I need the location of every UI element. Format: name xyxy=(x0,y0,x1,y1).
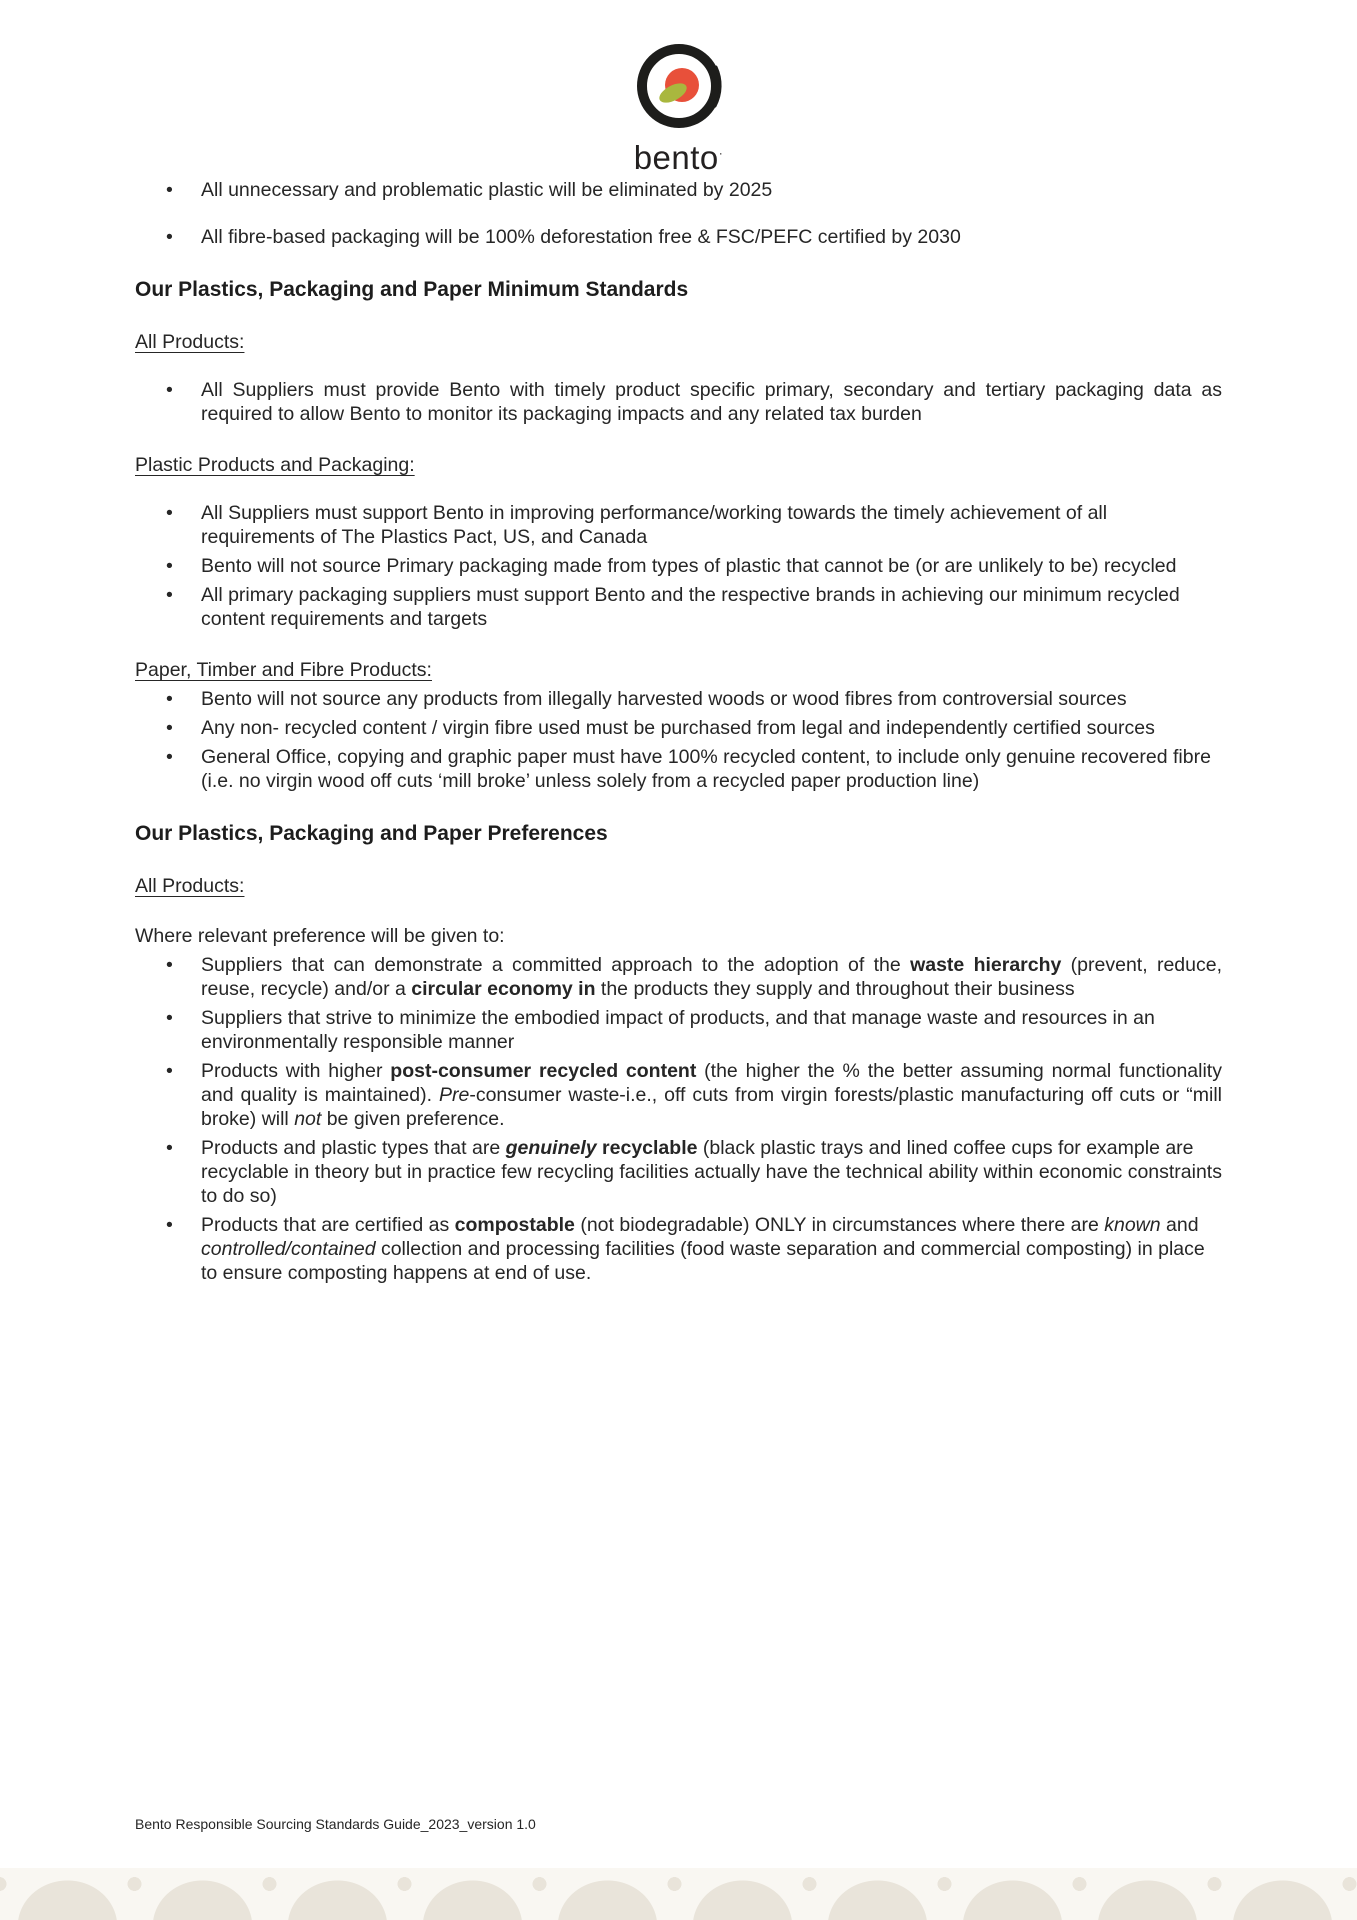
text-segment: Products and plastic types that are xyxy=(201,1137,506,1159)
section-heading: Our Plastics, Packaging and Paper Minimum Standards xyxy=(135,278,689,301)
bullet-list xyxy=(135,378,1222,426)
text-segment: waste hierarchy xyxy=(910,954,1062,976)
bullet-item xyxy=(166,583,1222,631)
text-segment: controlled/contained xyxy=(201,1238,376,1260)
text-segment: Any non- recycled content / virgin fibre used must be purchased from legal and independently certified sources xyxy=(201,717,1155,739)
text-segment: recyclable xyxy=(602,1137,698,1159)
logo-trademark: · xyxy=(718,146,724,160)
text-segment: and xyxy=(1160,1214,1199,1236)
subsection-heading: Paper, Timber and Fibre Products: xyxy=(135,659,432,681)
bullet-list xyxy=(135,687,1222,793)
bullet-item xyxy=(166,378,1222,426)
bullet-item xyxy=(166,745,1222,793)
logo xyxy=(0,0,1357,175)
bullet-item xyxy=(166,554,1222,578)
text-segment: circular economy in xyxy=(411,978,596,1000)
text-segment: post-consumer recycled content xyxy=(390,1060,697,1082)
text-segment: (black plastic trays and lined coffee cups for example are recyclable in theory but in practice few recycling facilities actually have the technical ability within economic constraints to do so) xyxy=(201,1137,1222,1207)
text-segment: All fibre-based packaging will be 100% deforestation free & FSC/PEFC certified by 2030 xyxy=(201,226,961,248)
text-segment: Suppliers that strive to minimize the embodied impact of products, and that manage waste and resources in an environmentally responsible manner xyxy=(201,1007,1155,1053)
text-segment: not xyxy=(294,1108,322,1130)
text-segment: Bento will not source Primary packaging made from types of plastic that cannot be (or are unlikely to be) recycled xyxy=(201,555,1177,577)
text-segment: (not biodegradable) ONLY in circumstances where there are xyxy=(574,1214,1105,1236)
bullet-item xyxy=(166,225,1222,249)
logo-wordmark xyxy=(0,136,1357,175)
text-segment: All primary packaging suppliers must support Bento and the respective brands in achieving our minimum recycled content requirements and targets xyxy=(201,584,1180,630)
footer-text: Bento Responsible Sourcing Standards Guide_2023_version 1.0 xyxy=(135,1816,536,1832)
subsection-heading: Plastic Products and Packaging: xyxy=(135,454,415,476)
bullet-item xyxy=(166,1006,1222,1054)
decorative-border xyxy=(0,1868,1357,1920)
text-segment: -consumer waste-i.e., off cuts from virgin forests/plastic manufacturing off cuts or “mill broke) will xyxy=(201,1084,1223,1130)
text-segment: Products that are certified as xyxy=(201,1214,455,1236)
text-segment: collection and processing facilities (food waste separation and commercial composting) in place to ensure composting happens at end of use. xyxy=(201,1238,1205,1284)
logo-wordmark-text: bento xyxy=(633,139,719,176)
text-segment: genuinely xyxy=(505,1137,597,1159)
bullet-item xyxy=(166,953,1222,1001)
text-segment: (prevent, reduce, reuse, recycle) and/or a xyxy=(201,954,1222,1000)
bullet-item xyxy=(166,687,1222,711)
text-segment: Pre xyxy=(438,1084,470,1106)
bullet-item xyxy=(166,1059,1222,1131)
bullet-list xyxy=(135,501,1222,631)
text-segment: Suppliers that can demonstrate a committed approach to the adoption of the xyxy=(201,954,911,976)
bullet-list xyxy=(135,178,1222,249)
text-segment: General Office, copying and graphic paper must have 100% recycled content, to include only genuine recovered fibre (i.e. no virgin wood off cuts ‘mill broke’ unless solely from a recycled paper production line) xyxy=(201,746,1211,792)
document-content xyxy=(135,178,1222,1290)
text-segment: the products they supply and throughout their business xyxy=(595,978,1075,1000)
text-segment: All unnecessary and problematic plastic will be eliminated by 2025 xyxy=(201,179,773,201)
paragraph: Where relevant preference will be given to: xyxy=(135,925,505,947)
subsection-heading: All Products: xyxy=(135,875,245,897)
text-segment: Products with higher xyxy=(201,1060,391,1082)
text-segment: All Suppliers must support Bento in improving performance/working towards the timely achievement of all requirements of The Plastics Pact, US, and Canada xyxy=(201,502,1108,548)
bullet-list xyxy=(135,953,1222,1285)
bullet-item xyxy=(166,1213,1222,1285)
subsection-heading: All Products: xyxy=(135,331,245,353)
bullet-item xyxy=(166,1136,1222,1208)
section-heading: Our Plastics, Packaging and Paper Preferences xyxy=(135,822,608,845)
text-segment: be given preference. xyxy=(321,1108,505,1130)
text-segment: compostable xyxy=(454,1214,575,1236)
text-segment: All Suppliers must provide Bento with timely product specific primary, secondary and tertiary packaging data as required to allow Bento to monitor its packaging impacts and any related tax burden xyxy=(201,379,1222,425)
bullet-item xyxy=(166,501,1222,549)
text-segment: known xyxy=(1104,1214,1161,1236)
text-segment: Bento will not source any products from illegally harvested woods or wood fibres from controversial sources xyxy=(201,688,1127,710)
bento-logo-icon xyxy=(594,36,764,136)
bullet-item xyxy=(166,716,1222,740)
text-segment: (the higher the % the better assuming normal functionality and quality is maintained). xyxy=(201,1060,1222,1106)
bullet-item xyxy=(166,178,1222,202)
